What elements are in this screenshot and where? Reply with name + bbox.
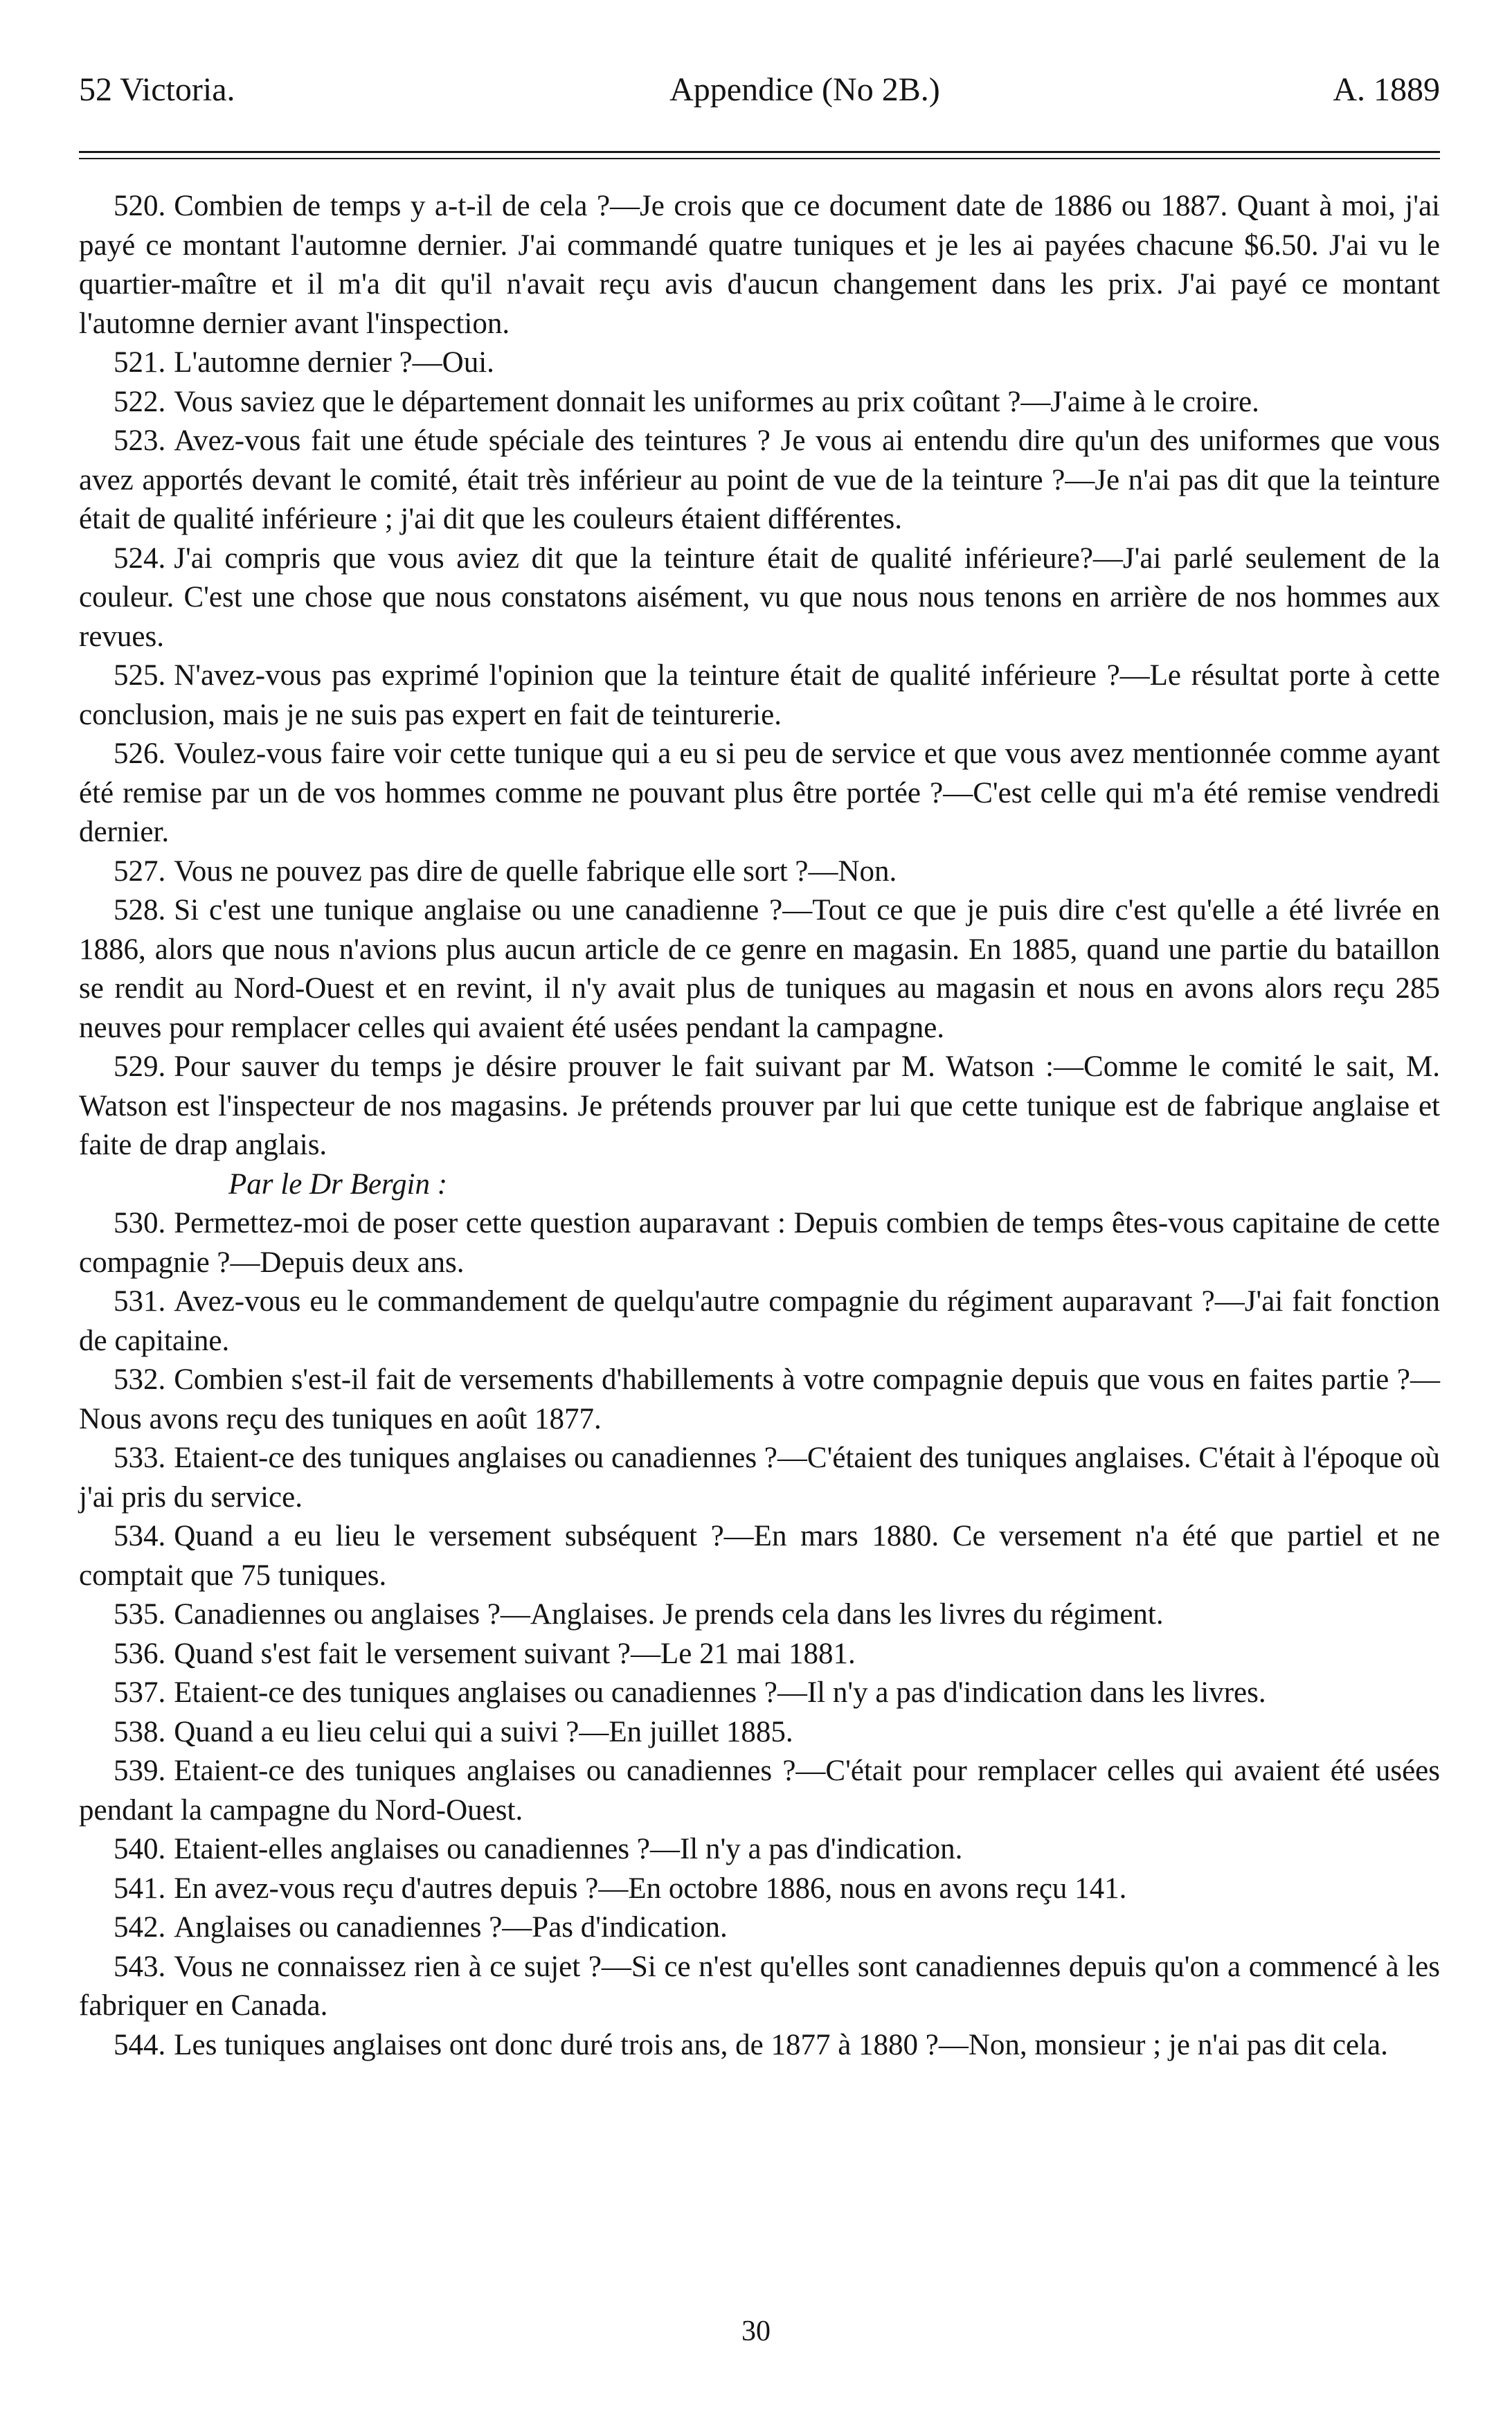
question-number: 534.: [114, 1520, 166, 1552]
question-number: 530.: [114, 1207, 166, 1239]
question-number: 531.: [114, 1285, 166, 1318]
paragraph-text: Voulez-vous faire voir cette tunique qui a eu si peu de service et que vous avez mentionnée comme ayant été remise par un de vos hommes comme ne pouvant plus être portée ?—C'est celle qui m'a été remise vendredi dernier.: [79, 737, 1440, 848]
question-paragraph: [79, 1713, 1440, 1753]
paragraph-text: Anglaises ou canadiennes ?—Pas d'indication.: [174, 1911, 728, 1944]
question-paragraph: [79, 1752, 1440, 1830]
paragraph-text: Les tuniques anglaises ont donc duré trois ans, de 1877 à 1880 ?—Non, monsieur ; je n'ai pas dit cela.: [174, 2028, 1388, 2061]
question-number: 526.: [114, 737, 166, 770]
paragraph-text: Si c'est une tunique anglaise ou une canadienne ?—Tout ce que je puis dire c'est qu'elle a été livrée en 1886, alors que nous n'avions plus aucun article de ce genre en magasin. En 1885, quand une partie du bataillon se rendit au Nord-Ouest et en revint, il n'y avait plus de tuniques au magasin et nous en avons alors reçu 285 neuves pour remplacer celles qui avaient été usées pendant la campagne.: [79, 894, 1440, 1044]
question-paragraph: [79, 1204, 1440, 1282]
question-paragraph: [79, 1595, 1440, 1635]
paragraph-text: Avez-vous eu le commandement de quelqu'autre compagnie du régiment auparavant ?—J'ai fait fonction de capitaine.: [79, 1285, 1440, 1357]
paragraph-text: Permettez-moi de poser cette question auparavant : Depuis combien de temps êtes-vous capitaine de cette compagnie ?—Depuis deux ans.: [79, 1207, 1440, 1279]
question-paragraph: [79, 343, 1440, 383]
question-number: 527.: [114, 854, 166, 888]
paragraph-text: Quand s'est fait le versement suivant ?—Le 21 mai 1881.: [174, 1637, 856, 1670]
question-number: 541.: [114, 1872, 166, 1905]
document-page: [79, 69, 1440, 2065]
question-number: 520.: [114, 190, 166, 222]
question-number: 522.: [114, 385, 166, 418]
paragraph-text: Quand a eu lieu celui qui a suivi ?—En juillet 1885.: [174, 1715, 793, 1748]
question-paragraph: [79, 422, 1440, 539]
paragraph-text: L'automne dernier ?—Oui.: [174, 346, 494, 379]
document-body: [79, 187, 1440, 2065]
question-number: 540.: [114, 1833, 166, 1865]
question-paragraph: [79, 1674, 1440, 1713]
question-paragraph: [79, 1282, 1440, 1361]
question-paragraph: [79, 852, 1440, 892]
question-paragraph: [79, 735, 1440, 852]
paragraph-text: Combien s'est-il fait de versements d'habillements à votre compagnie depuis que vous en faites partie ?—Nous avons reçu des tuniques en août 1877.: [79, 1363, 1440, 1435]
question-paragraph: [79, 187, 1440, 343]
paragraph-text: Vous saviez que le département donnait les uniformes au prix coûtant ?—J'aime à le croire.: [174, 385, 1259, 418]
paragraph-text: N'avez-vous pas exprimé l'opinion que la teinture était de qualité inférieure ?—Le résultat porte à cette conclusion, mais je ne suis pas expert en fait de teinturerie.: [79, 659, 1440, 731]
header-rule: [79, 151, 1440, 159]
question-paragraph: [79, 1048, 1440, 1165]
question-number: 536.: [114, 1637, 166, 1670]
paragraph-text: Etaient-elles anglaises ou canadiennes ?—Il n'y a pas d'indication.: [174, 1833, 963, 1865]
question-paragraph: [79, 383, 1440, 422]
question-number: 538.: [114, 1715, 166, 1748]
question-number: 525.: [114, 659, 166, 692]
question-paragraph: [79, 1361, 1440, 1439]
question-paragraph: [79, 2026, 1440, 2065]
question-number: 537.: [114, 1676, 166, 1709]
question-paragraph: [79, 539, 1440, 657]
speaker-heading: [79, 1165, 1440, 1205]
question-number: 544.: [114, 2028, 166, 2061]
question-number: 524.: [114, 541, 166, 575]
paragraph-text: Canadiennes ou anglaises ?—Anglaises. Je prends cela dans les livres du régiment.: [174, 1598, 1164, 1631]
question-number: 542.: [114, 1911, 166, 1944]
question-number: 529.: [114, 1050, 166, 1083]
paragraph-text: Avez-vous fait une étude spéciale des teintures ? Je vous ai entendu dire qu'un des uniformes que vous avez apportés devant le comité, était très inférieur au point de vue de la teinture ?—Je n'ai pas dit que la teinture était de qualité inférieure ; j'ai dit que les couleurs étaient différentes.: [79, 424, 1440, 535]
paragraph-text: J'ai compris que vous aviez dit que la teinture était de qualité inférieure?—J'ai parlé seulement de la couleur. C'est une chose que nous constatons aisément, vu que nous nous tenons en arrière de nos hommes aux revues.: [79, 541, 1440, 653]
paragraph-text: Etaient-ce des tuniques anglaises ou canadiennes ?—C'était pour remplacer celles qui avaient été usées pendant la campagne du Nord-Ouest.: [79, 1755, 1440, 1827]
header-left: 52 Victoria.: [79, 71, 235, 108]
question-paragraph: [79, 1439, 1440, 1517]
paragraph-text: Vous ne connaissez rien à ce sujet ?—Si ce n'est qu'elles sont canadiennes depuis qu'on a commencé à les fabriquer en Canada.: [79, 1950, 1440, 2022]
header-right: A. 1889: [1333, 71, 1440, 108]
question-paragraph: [79, 1908, 1440, 1948]
question-paragraph: [79, 656, 1440, 735]
question-paragraph: [79, 1830, 1440, 1870]
paragraph-text: Par le Dr Bergin :: [228, 1167, 448, 1201]
question-paragraph: [79, 1517, 1440, 1595]
question-number: 532.: [114, 1363, 166, 1396]
question-paragraph: [79, 1635, 1440, 1674]
question-number: 543.: [114, 1950, 166, 1983]
question-paragraph: [79, 891, 1440, 1048]
paragraph-text: Etaient-ce des tuniques anglaises ou canadiennes ?—Il n'y a pas d'indication dans les livres.: [174, 1676, 1266, 1709]
question-number: 523.: [114, 424, 166, 457]
question-number: 533.: [114, 1442, 166, 1474]
question-paragraph: [79, 1948, 1440, 2026]
paragraph-text: Vous ne pouvez pas dire de quelle fabrique elle sort ?—Non.: [174, 854, 897, 888]
header-center: Appendice (No 2B.): [669, 71, 940, 108]
question-number: 521.: [114, 346, 166, 379]
paragraph-text: Combien de temps y a-t-il de cela ?—Je crois que ce document date de 1886 ou 1887. Quant à moi, j'ai payé ce montant l'automne dernier. J'ai commandé quatre tuniques et je les ai payées chacune $6.50. J'ai vu le quartier-maître et il m'a dit qu'il n'avait reçu avis d'aucun changement dans les prix. J'ai payé ce montant l'automne dernier avant l'inspection.: [79, 190, 1440, 340]
paragraph-text: En avez-vous reçu d'autres depuis ?—En octobre 1886, nous en avons reçu 141.: [174, 1872, 1127, 1905]
paragraph-text: Pour sauver du temps je désire prouver le fait suivant par M. Watson :—Comme le comité le sait, M. Watson est l'inspecteur de nos magasins. Je prétends prouver par lui que cette tunique est de fabrique anglaise et faite de drap anglais.: [79, 1050, 1440, 1161]
question-number: 539.: [114, 1755, 166, 1787]
page-number: 30: [741, 2315, 771, 2347]
question-number: 528.: [114, 894, 166, 926]
question-number: 535.: [114, 1598, 166, 1631]
paragraph-text: Quand a eu lieu le versement subséquent ?—En mars 1880. Ce versement n'a été que partiel et ne comptait que 75 tuniques.: [79, 1520, 1440, 1592]
running-header: [79, 69, 1440, 111]
paragraph-text: Etaient-ce des tuniques anglaises ou canadiennes ?—C'étaient des tuniques anglaises. C'était à l'époque où j'ai pris du service.: [79, 1442, 1440, 1514]
question-paragraph: [79, 1870, 1440, 1909]
